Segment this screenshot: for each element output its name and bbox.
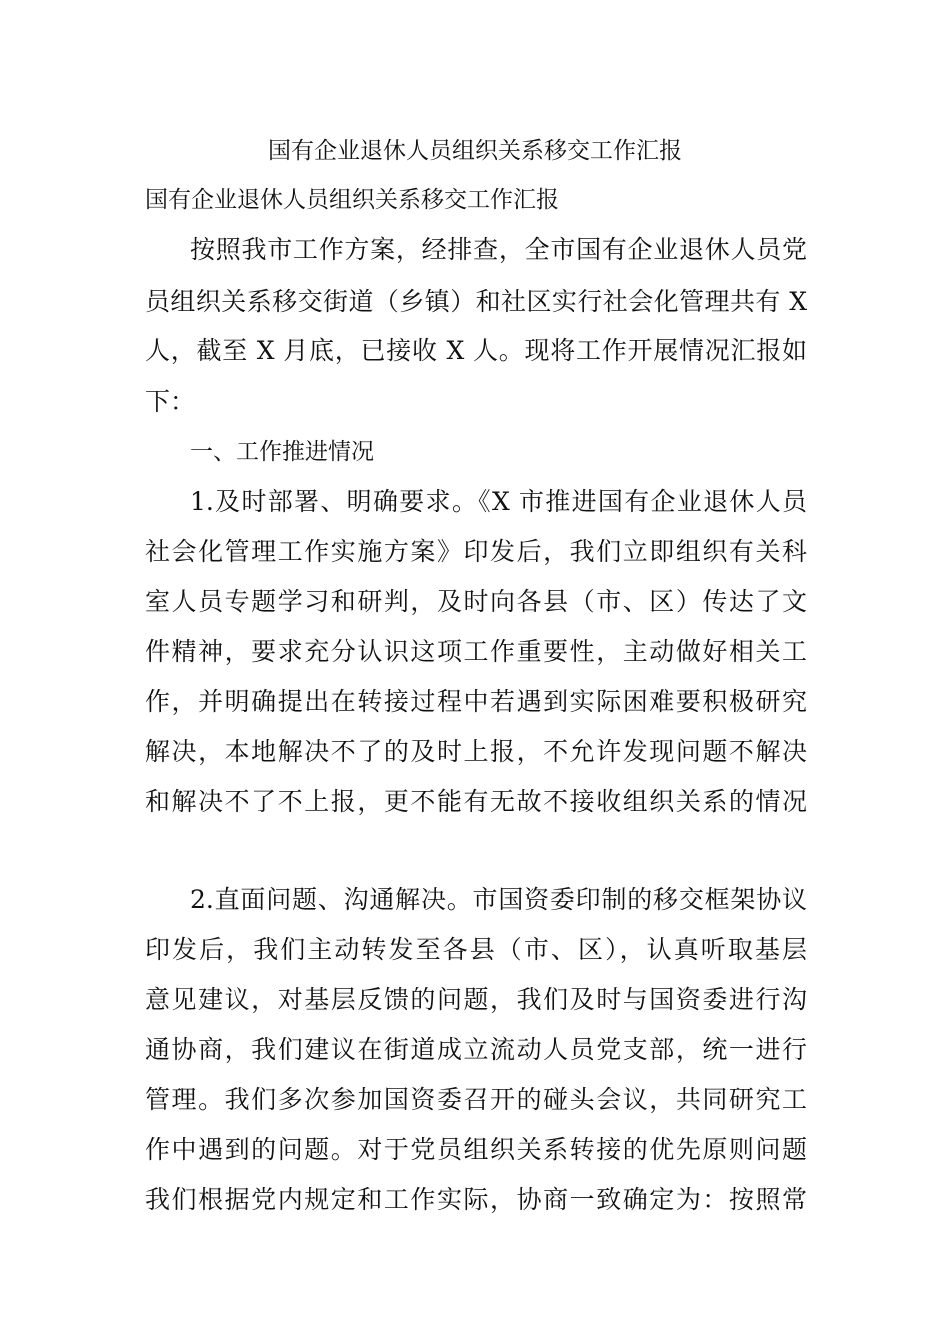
item2-line-7: 我们根据党内规定和工作实际，协商一致确定为：按照常 xyxy=(145,1185,807,1214)
item1-line-2: 社会化管理工作实施方案》印发后，我们立即组织有关科 xyxy=(145,537,807,566)
item1-line-6: 解决，本地解决不了的及时上报，不允许发现问题不解决 xyxy=(145,737,807,766)
intro-line-3: 人，截至 X 月底，已接收 X 人。现将工作开展情况汇报如 xyxy=(145,336,807,365)
document-title: 国有企业退休人员组织关系移交工作汇报 xyxy=(268,138,682,164)
item1-line-7: 和解决不了不上报，更不能有无故不接收组织关系的情况 xyxy=(145,787,807,816)
item1-line-5: 作，并明确提出在转接过程中若遇到实际困难要积极研究 xyxy=(145,687,807,716)
item2-line-5: 管理。我们多次参加国资委召开的碰头会议，共同研究工 xyxy=(145,1085,807,1114)
item2-line-6: 作中遇到的问题。对于党员组织关系转接的优先原则问题 xyxy=(145,1135,807,1164)
section-heading: 一、工作推进情况 xyxy=(190,439,374,465)
document-subtitle: 国有企业退休人员组织关系移交工作汇报 xyxy=(145,187,559,213)
item2-line-2: 印发后，我们主动转发至各县（市、区），认真听取基层 xyxy=(145,935,807,964)
intro-line-4: 下： xyxy=(145,387,196,416)
item2-line-1: 2.直面问题、沟通解决。市国资委印制的移交框架协议 xyxy=(190,885,807,914)
item1-line-3: 室人员专题学习和研判，及时向各县（市、区）传达了文 xyxy=(145,587,807,616)
intro-line-1: 按照我市工作方案，经排查，全市国有企业退休人员党 xyxy=(190,235,807,264)
item1-line-1: 1.及时部署、明确要求。《X 市推进国有企业退休人员 xyxy=(190,487,807,516)
item2-line-3: 意见建议，对基层反馈的问题，我们及时与国资委进行沟 xyxy=(145,985,807,1014)
item1-line-4: 件精神，要求充分认识这项工作重要性，主动做好相关工 xyxy=(145,637,807,666)
item2-line-4: 通协商，我们建议在街道成立流动人员党支部，统一进行 xyxy=(145,1035,807,1064)
intro-line-2: 员组织关系移交街道（乡镇）和社区实行社会化管理共有 X xyxy=(145,287,807,316)
